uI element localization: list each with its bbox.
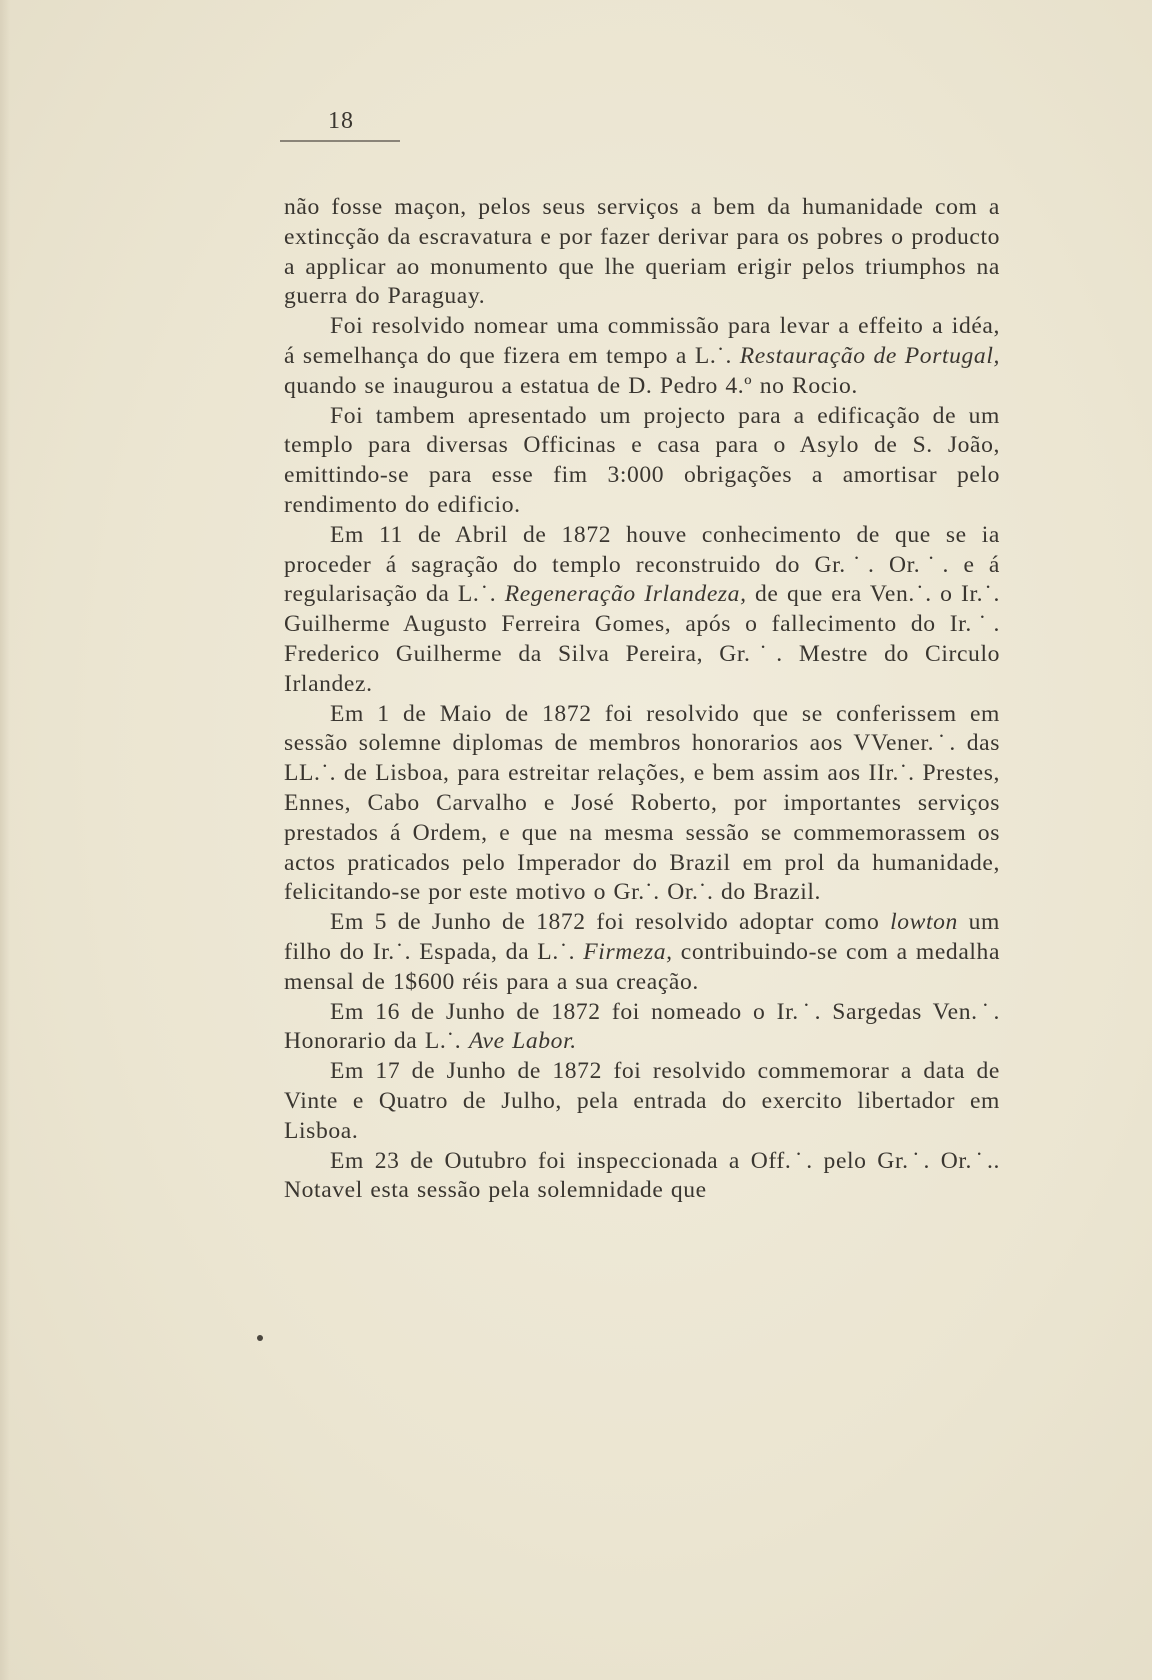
paragraph [284, 521, 1000, 700]
paragraph-text: Em 1 de Maio de 1872 foi resolvido que se conferissem em sessão solemne diplomas de membros honorarios aos VVener.˙. das LL.˙. de Lisboa, para estreitar relações, e bem assim aos IIr.˙. Prestes, Ennes, Cabo Carvalho e José Roberto, por importantes serviços prestados á Ordem, e que na mesma sessão se commemorassem os actos praticados pelo Imperador do Brazil em prol da humanidade, felicitando-se por este motivo o Gr.˙. Or.˙. do Brazil. [284, 700, 1000, 906]
page-binding-edge [0, 0, 10, 1680]
page-number-rule [280, 140, 400, 142]
paragraph-text: quando se inaugurou a estatua de D. Pedro 4.º no Rocio. [284, 372, 858, 399]
paragraph-text: Em 23 de Outubro foi inspeccionada a Off.˙. pelo Gr.˙. Or.˙.. Notavel esta sessão pela solemnidade que [284, 1147, 1000, 1204]
paragraph [284, 312, 1000, 401]
paragraph-text: Foi resolvido nomear uma commissão para levar a effeito a idéa, á semelhança do que fizera em tempo a L.˙. [284, 313, 1000, 369]
lodge-name-italic: Regeneração Irlandeza, [504, 581, 747, 608]
paragraph [284, 1147, 1000, 1207]
lodge-name-italic: Firmeza, [583, 938, 673, 965]
lodge-name-italic: Restauração de Portugal, [739, 342, 1000, 369]
page-number: 18 [328, 108, 354, 134]
lodge-name-italic: Ave Labor. [468, 1028, 577, 1055]
paragraph [284, 193, 1000, 312]
term-italic: lowton [890, 909, 958, 936]
paragraph [284, 908, 1000, 997]
paragraph-text: de que era Ven.˙. o Ir.˙. Guilherme Augusto Ferreira Gomes, após o fallecimento do Ir.˙. Frederico Guilherme da Silva Pereira, Gr.˙. Mestre do Circulo Irlandez. [284, 581, 1000, 697]
paragraph-text: Em 17 de Junho de 1872 foi resolvido commemorar a data de Vinte e Quatro de Julho, pela entrada do exercito libertador em Lisboa. [284, 1058, 1000, 1144]
paragraph-text: Em 11 de Abril de 1872 houve conhecimento de que se ia proceder á sagração do templo reconstruido do Gr.˙. Or.˙. e á regularisação da L.˙. [284, 521, 1000, 608]
paragraph-text: Foi tambem apresentado um projecto para a edificação de um templo para diversas Officinas e casa para o Asylo de S. João, emittindo-se para esse fim 3:000 obrigações a amortisar pelo rendimento do edificio. [284, 402, 1000, 518]
paragraph [284, 402, 1000, 521]
paragraph [284, 1057, 1000, 1146]
paragraph [284, 998, 1000, 1058]
paragraph-text: contribuindo-se com a medalha mensal de 1$600 réis para a sua creação. [284, 938, 1001, 995]
paragraph-text: Em 16 de Junho de 1872 foi nomeado o Ir.˙. Sargedas Ven.˙. Honorario da L.˙. [284, 998, 1000, 1055]
margin-mark [257, 1335, 263, 1341]
paragraph-text: Em 5 de Junho de 1872 foi resolvido adoptar como [330, 909, 891, 936]
paragraph-text: um filho do Ir.˙. Espada, da L.˙. [284, 909, 1000, 965]
paragraph-text: não fosse maçon, pelos seus serviços a bem da humanidade com a extincção da escravatura e por fazer derivar para os pobres o producto a applicar ao monumento que lhe queriam erigir pelos triumphos na guerra do Paraguay. [284, 194, 1000, 310]
paragraph [284, 700, 1000, 909]
body-text [284, 193, 1000, 1206]
